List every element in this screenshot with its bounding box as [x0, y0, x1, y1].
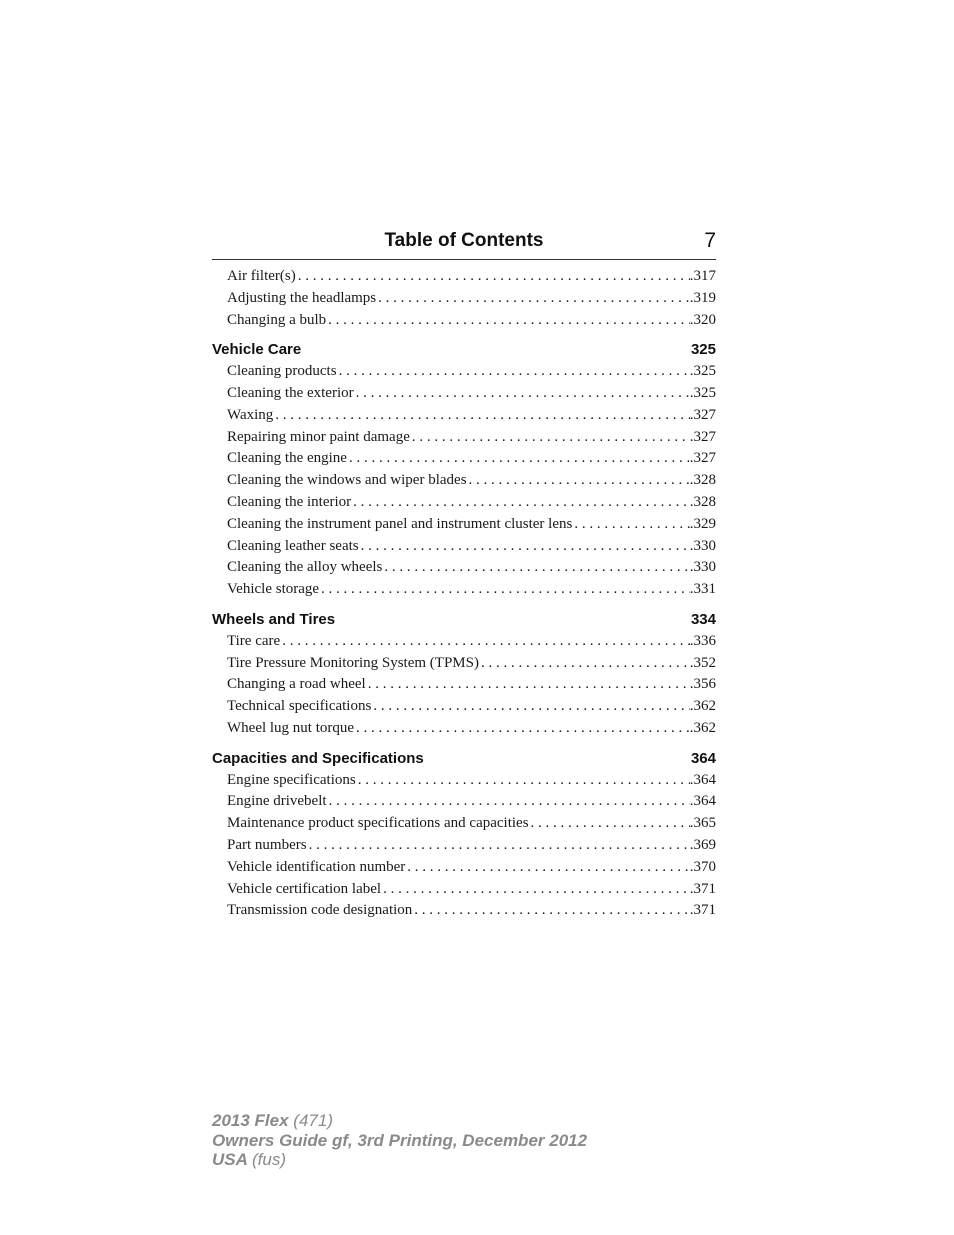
dot-leader	[273, 405, 689, 427]
page-number: 7	[704, 229, 716, 252]
toc-entry[interactable]	[212, 470, 716, 492]
dot-leader	[354, 383, 690, 405]
toc-section-heading[interactable]	[212, 609, 716, 631]
toc-entry-page: .364	[689, 793, 716, 810]
toc-entry-page: .336	[689, 632, 716, 649]
toc-entry-page: .330	[689, 559, 716, 576]
toc-entry[interactable]	[212, 266, 716, 288]
toc-entry-page: .371	[689, 902, 716, 919]
toc-entry-page: .325	[689, 363, 716, 380]
page-header	[212, 229, 716, 260]
toc-entry-label: Changing a road wheel	[227, 676, 366, 693]
toc-entry[interactable]	[212, 770, 716, 792]
toc-entry-label: Tire Pressure Monitoring System (TPMS)	[227, 654, 479, 671]
toc-entry[interactable]	[212, 492, 716, 514]
toc-section-heading[interactable]	[212, 748, 716, 770]
dot-leader	[381, 879, 690, 901]
toc-entry-page: .352	[689, 654, 716, 671]
toc-entry-label: Cleaning the instrument panel and instrument cluster lens	[227, 515, 573, 532]
toc-entry-page: .364	[689, 771, 716, 788]
toc-entry-page: .362	[689, 698, 716, 715]
dot-leader	[307, 835, 690, 857]
toc-entry[interactable]	[212, 835, 716, 857]
toc-entry-page: .329	[689, 515, 716, 532]
toc-entry-label: Cleaning the exterior	[227, 384, 354, 401]
toc-entry[interactable]	[212, 900, 716, 922]
toc-entry-label: Maintenance product specifications and capacities	[227, 815, 529, 832]
dot-leader	[347, 448, 690, 470]
dot-leader	[382, 557, 689, 579]
footer-model-code: (471)	[293, 1111, 333, 1130]
toc-entry-label: Adjusting the headlamps	[227, 289, 377, 306]
footer-model-line	[212, 1111, 587, 1131]
dot-leader	[296, 266, 690, 288]
dot-leader	[479, 653, 690, 675]
toc-entry-label: Cleaning the engine	[227, 450, 347, 467]
dot-leader	[467, 470, 690, 492]
dot-leader	[337, 361, 690, 383]
toc-entry[interactable]	[212, 536, 716, 558]
toc-entry-label: Technical specifications	[227, 698, 372, 715]
dot-leader	[412, 900, 689, 922]
toc-entry-page: .320	[689, 311, 716, 328]
toc-entry[interactable]	[212, 813, 716, 835]
dot-leader	[356, 770, 690, 792]
page-title: Table of Contents	[384, 230, 544, 251]
toc-entry-page: .356	[689, 676, 716, 693]
toc-entry-page: .327	[689, 406, 716, 423]
toc-entry-label: Wheel lug nut torque	[227, 719, 355, 736]
toc-entry-page: .328	[689, 472, 716, 489]
dot-leader	[326, 310, 690, 332]
toc-entry[interactable]	[212, 653, 716, 675]
footer-market: USA	[212, 1150, 248, 1169]
toc-entry[interactable]	[212, 361, 716, 383]
toc-entry[interactable]	[212, 288, 716, 310]
toc-entry[interactable]	[212, 791, 716, 813]
toc-entry-label: Vehicle certification label	[227, 880, 382, 897]
toc-section-page: 325	[690, 341, 716, 359]
footer-edition: Owners Guide gf, 3rd Printing, December 2012	[212, 1130, 588, 1150]
toc-entry[interactable]	[212, 557, 716, 579]
toc-entry[interactable]	[212, 579, 716, 601]
toc-entry-page: .319	[689, 289, 716, 306]
toc-entry[interactable]	[212, 514, 716, 536]
dot-leader	[354, 718, 690, 740]
toc-entry[interactable]	[212, 427, 716, 449]
toc-entry-page: .362	[689, 719, 716, 736]
toc-entry-page: .371	[689, 880, 716, 897]
footer-model: 2013 Flex	[212, 1111, 289, 1130]
dot-leader	[280, 631, 690, 653]
toc-entry-label: Vehicle storage	[227, 581, 320, 598]
toc-section-heading[interactable]	[212, 339, 716, 361]
toc-entry-page: .370	[689, 858, 716, 875]
toc-entry-label: Cleaning leather seats	[227, 537, 359, 554]
toc-entry-page: .325	[689, 384, 716, 401]
toc-entry-page: .327	[689, 428, 716, 445]
page-footer	[212, 1111, 587, 1170]
toc-entry-label: Cleaning the windows and wiper blades	[227, 472, 467, 489]
toc-list	[212, 266, 716, 922]
toc-entry-page: .317	[689, 268, 716, 284]
toc-entry-label: Changing a bulb	[227, 311, 327, 328]
toc-page	[212, 229, 716, 922]
toc-entry[interactable]	[212, 310, 716, 332]
toc-entry-page: .327	[689, 450, 716, 467]
dot-leader	[359, 536, 690, 558]
toc-entry-label: Part numbers	[227, 836, 307, 853]
toc-entry-label: Tire care	[227, 632, 281, 649]
toc-entry[interactable]	[212, 696, 716, 718]
footer-market-line	[212, 1150, 587, 1170]
toc-entry-page: .328	[689, 493, 716, 510]
toc-entry-label: Engine drivebelt	[227, 793, 327, 810]
toc-entry-page: .365	[689, 815, 716, 832]
dot-leader	[529, 813, 690, 835]
dot-leader	[410, 427, 690, 449]
dot-leader	[572, 514, 689, 536]
dot-leader	[366, 674, 690, 696]
toc-entry-label: Waxing	[227, 406, 274, 423]
toc-entry[interactable]	[212, 383, 716, 405]
toc-entry-label: Engine specifications	[227, 771, 356, 788]
toc-section-page: 364	[690, 749, 716, 767]
toc-entry[interactable]	[212, 879, 716, 901]
toc-entry-label: Cleaning the interior	[227, 493, 352, 510]
toc-section-title: Vehicle Care	[212, 341, 302, 359]
toc-entry[interactable]	[212, 857, 716, 879]
dot-leader	[371, 696, 689, 718]
toc-section-page: 334	[690, 610, 716, 628]
toc-entry-label: Cleaning the alloy wheels	[227, 559, 383, 576]
toc-entry-label: Repairing minor paint damage	[227, 428, 410, 445]
dot-leader	[405, 857, 689, 879]
toc-entry-page: .330	[689, 537, 716, 554]
toc-entry-label: Cleaning products	[227, 363, 337, 380]
toc-entry[interactable]	[212, 448, 716, 470]
toc-entry-label: Transmission code designation	[227, 902, 413, 919]
toc-entry[interactable]	[212, 405, 716, 427]
toc-entry[interactable]	[212, 674, 716, 696]
dot-leader	[327, 791, 690, 813]
dot-leader	[319, 579, 690, 601]
toc-section-title: Capacities and Specifications	[212, 749, 424, 767]
toc-entry-page: .369	[689, 836, 716, 853]
toc-entry-label: Air filter(s)	[227, 268, 296, 284]
toc-section-title: Wheels and Tires	[212, 610, 336, 628]
dot-leader	[351, 492, 690, 514]
toc-entry-page: .331	[689, 581, 716, 598]
toc-entry[interactable]	[212, 718, 716, 740]
toc-entry-label: Vehicle identification number	[227, 858, 406, 875]
footer-market-code: (fus)	[252, 1150, 286, 1169]
toc-entry[interactable]	[212, 631, 716, 653]
dot-leader	[376, 288, 690, 310]
